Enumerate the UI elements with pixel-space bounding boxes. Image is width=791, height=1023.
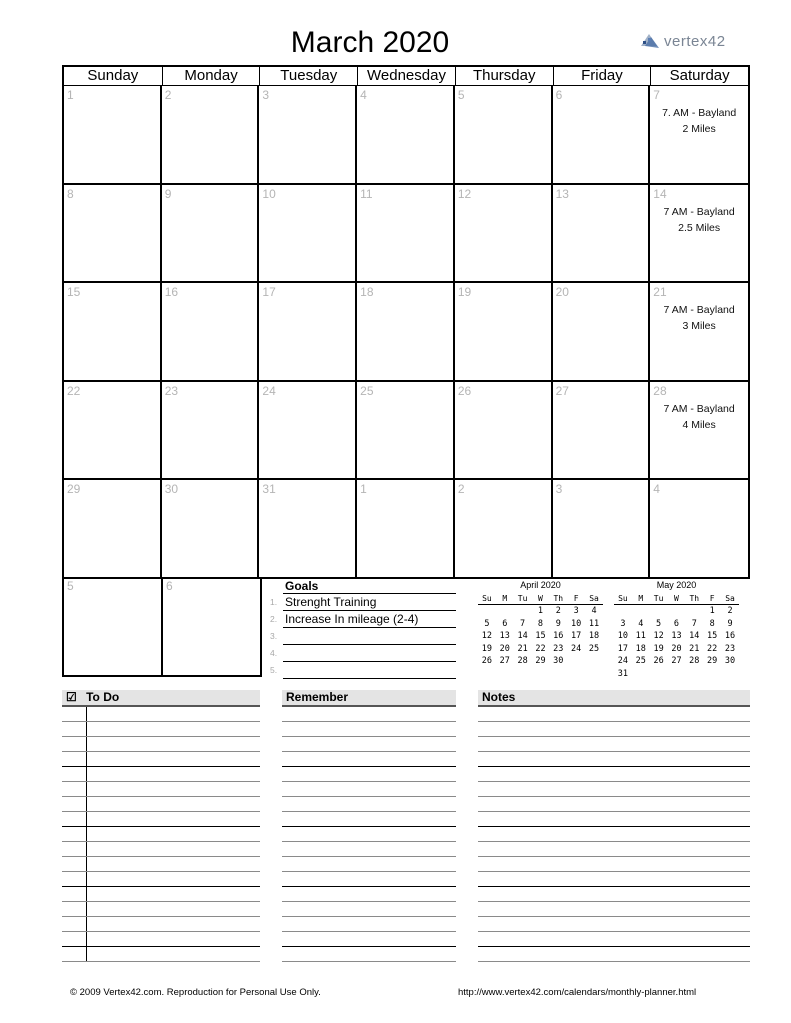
- event-note: [650, 105, 748, 137]
- day-cell[interactable]: [553, 382, 651, 481]
- mini-weekday-label: Sa: [721, 592, 739, 605]
- day-number: 29: [67, 482, 81, 496]
- writing-line[interactable]: [62, 902, 260, 917]
- writing-line[interactable]: [478, 707, 750, 722]
- checkbox-icon: ☑: [66, 690, 77, 704]
- mini-day: 24: [571, 643, 582, 654]
- checkbox-column-divider: [86, 767, 87, 781]
- writing-line[interactable]: [62, 797, 260, 812]
- day-cell[interactable]: [162, 185, 260, 284]
- day-cell[interactable]: [553, 185, 651, 284]
- mini-day: 9: [727, 618, 733, 629]
- event-line: 7 AM - Bayland: [663, 402, 735, 415]
- day-number: 7: [653, 88, 660, 102]
- mini-day: 4: [591, 606, 597, 617]
- day-number: 4: [653, 482, 660, 496]
- mini-day: 1: [537, 606, 544, 617]
- day-number: 9: [164, 186, 172, 201]
- checkbox-column-divider: [86, 827, 87, 841]
- writing-line[interactable]: [62, 737, 260, 752]
- day-cell[interactable]: [162, 382, 260, 481]
- mini-day: 26: [481, 656, 493, 667]
- day-cell[interactable]: [64, 185, 162, 284]
- mini-weekday-label: Tu: [514, 592, 532, 605]
- mini-weekday-label: F: [703, 592, 721, 605]
- mini-day: [567, 655, 585, 668]
- day-cell[interactable]: [357, 382, 455, 481]
- mini-day: 5: [656, 618, 662, 629]
- vertex42-logo-icon: [639, 32, 661, 50]
- writing-line[interactable]: [62, 887, 260, 902]
- writing-line[interactable]: [478, 947, 750, 962]
- mini-day: 13: [671, 631, 682, 642]
- mini-day: 30: [553, 656, 564, 667]
- writing-line[interactable]: [478, 752, 750, 767]
- day-cell[interactable]: [259, 86, 357, 185]
- mini-day: 10: [571, 618, 582, 629]
- mini-day: 24: [617, 656, 629, 667]
- checkbox-column-divider: [86, 782, 87, 796]
- weekday-label: Wednesday: [357, 67, 455, 85]
- mini-day: 20: [671, 643, 682, 654]
- day-cell[interactable]: [650, 185, 748, 284]
- page-title: March 2020: [290, 26, 450, 59]
- mini-day: [496, 605, 514, 618]
- mini-day: 31: [617, 668, 629, 679]
- goal-text: Strenght Training: [285, 595, 377, 609]
- mini-day: 28: [689, 656, 700, 667]
- mini-day: 17: [617, 643, 629, 654]
- goal-number: 3.: [270, 631, 278, 641]
- vertex42-logo: [639, 32, 726, 50]
- event-line: 2 Miles: [682, 123, 716, 135]
- source-url: http://www.vertex42.com/calendars/monthly-planner.html: [458, 987, 697, 998]
- checkbox-column-divider: [86, 797, 87, 811]
- mini-day: 21: [689, 643, 700, 654]
- day-cell[interactable]: [64, 480, 162, 579]
- day-number: 22: [67, 383, 81, 398]
- day-number: 15: [67, 285, 81, 299]
- mini-day: 10: [617, 631, 629, 642]
- mini-weekday-label: Su: [614, 592, 632, 605]
- day-number: 21: [653, 285, 667, 299]
- mini-day: 20: [499, 643, 510, 654]
- day-cell[interactable]: [650, 86, 748, 185]
- day-number: 18: [360, 285, 374, 299]
- mini-day: [703, 668, 721, 681]
- goal-number: 1.: [270, 597, 278, 607]
- day-number: 11: [360, 186, 373, 201]
- writing-line[interactable]: [282, 887, 456, 902]
- checkbox-column-divider: [86, 812, 87, 826]
- day-number: 27: [555, 383, 569, 398]
- mini-weekday-label: W: [668, 592, 686, 605]
- weekday-label: Thursday: [455, 67, 553, 85]
- mini-day: 7: [520, 618, 526, 629]
- goal-line[interactable]: [270, 645, 456, 662]
- mini-day: 14: [517, 631, 528, 642]
- mini-day: 12: [653, 631, 664, 642]
- writing-line[interactable]: [282, 797, 456, 812]
- day-number: 6: [166, 579, 173, 593]
- day-grid: [62, 86, 750, 579]
- writing-line[interactable]: [62, 812, 260, 827]
- mini-day: 16: [553, 631, 564, 642]
- mini-weekday-label: Sa: [585, 592, 603, 605]
- day-cell[interactable]: [357, 86, 455, 185]
- checkbox-column-divider: [86, 722, 87, 736]
- mini-day: 21: [517, 643, 528, 654]
- day-cell[interactable]: [259, 480, 357, 579]
- mini-day: [478, 605, 496, 618]
- day-number: 6: [555, 88, 563, 102]
- writing-line[interactable]: [282, 872, 456, 887]
- mini-weekday-label: W: [532, 592, 550, 605]
- day-number: 1: [360, 482, 367, 496]
- day-cell[interactable]: [64, 86, 162, 185]
- event-line: 7. AM - Bayland: [662, 107, 737, 119]
- day-cell[interactable]: [162, 86, 260, 185]
- mini-day: 15: [535, 631, 546, 642]
- mini-day: [514, 605, 532, 618]
- mini-day: [721, 668, 739, 681]
- mini-day: 12: [481, 631, 493, 642]
- event-note: [650, 204, 748, 236]
- writing-line[interactable]: [62, 767, 260, 782]
- copyright-text: © 2009 Vertex42.com. Reproduction for Personal Use Only.: [70, 987, 321, 998]
- checkbox-column-divider: [86, 842, 87, 856]
- mini-day: 14: [689, 631, 700, 642]
- mini-day: 23: [724, 643, 736, 654]
- checkbox-column-divider: [86, 872, 87, 886]
- mini-day: 28: [517, 656, 528, 667]
- writing-line[interactable]: [478, 767, 750, 782]
- writing-line[interactable]: [62, 932, 260, 947]
- day-number: 1: [67, 88, 74, 102]
- event-line: 3 Miles: [682, 320, 716, 332]
- day-cell[interactable]: [650, 480, 748, 579]
- month-calendar: [62, 65, 750, 579]
- mini-day: 6: [502, 618, 508, 629]
- day-number: 19: [457, 285, 472, 299]
- mini-day: 17: [571, 631, 582, 642]
- mini-day: 27: [499, 656, 510, 667]
- writing-line[interactable]: [282, 722, 456, 737]
- mini-day: 9: [555, 618, 561, 629]
- event-line: 4 Miles: [682, 418, 716, 431]
- day-cell[interactable]: [162, 480, 260, 579]
- mini-day: 3: [620, 618, 626, 629]
- writing-line[interactable]: [282, 827, 456, 842]
- weekday-header-row: [62, 65, 750, 86]
- remember-section: [282, 690, 456, 962]
- writing-line[interactable]: [282, 947, 456, 962]
- writing-line[interactable]: [62, 722, 260, 737]
- writing-line[interactable]: [282, 782, 456, 797]
- event-note: [650, 401, 748, 433]
- mini-day: 5: [484, 618, 490, 629]
- mini-day: 26: [653, 656, 664, 667]
- day-number: 3: [262, 88, 270, 102]
- writing-line[interactable]: [62, 707, 260, 722]
- day-cell[interactable]: [455, 86, 553, 185]
- day-number: 5: [67, 579, 74, 593]
- day-number: 30: [164, 482, 179, 496]
- day-number: 20: [555, 285, 569, 299]
- mini-day: 23: [553, 643, 564, 654]
- writing-line[interactable]: [478, 932, 750, 947]
- writing-line[interactable]: [478, 872, 750, 887]
- day-number: 4: [360, 88, 367, 102]
- writing-line[interactable]: [478, 797, 750, 812]
- weekday-label: Friday: [553, 67, 651, 85]
- goal-number: 4.: [270, 648, 278, 658]
- mini-day: 22: [707, 643, 718, 654]
- mini-calendar-title: April 2020: [520, 580, 561, 590]
- mini-day: [650, 668, 668, 681]
- writing-line[interactable]: [62, 827, 260, 842]
- day-number: 17: [262, 285, 276, 299]
- writing-line[interactable]: [282, 707, 456, 722]
- mini-calendar-april: [478, 580, 603, 668]
- mini-day: 27: [671, 656, 682, 667]
- day-cell[interactable]: [455, 185, 553, 284]
- day-number: 25: [360, 383, 374, 398]
- day-cell[interactable]: [553, 283, 651, 382]
- day-cell[interactable]: [162, 283, 260, 382]
- writing-line[interactable]: [478, 737, 750, 752]
- day-number: 28: [653, 383, 667, 398]
- goal-line[interactable]: [270, 593, 456, 611]
- writing-line[interactable]: [282, 932, 456, 947]
- day-number: 13: [555, 186, 569, 201]
- day-number: 3: [555, 482, 563, 496]
- mini-day: [685, 605, 703, 618]
- writing-line[interactable]: [282, 737, 456, 752]
- mini-day: [614, 605, 632, 618]
- day-cell[interactable]: [64, 577, 163, 675]
- day-number: 12: [457, 186, 472, 201]
- checkbox-column-divider: [86, 902, 87, 916]
- writing-line[interactable]: [62, 872, 260, 887]
- day-cell[interactable]: [455, 480, 553, 579]
- day-number: 2: [457, 482, 465, 496]
- mini-day: [685, 668, 703, 681]
- mini-day: 25: [635, 656, 646, 667]
- day-cell[interactable]: [163, 577, 262, 675]
- writing-line[interactable]: [478, 827, 750, 842]
- mini-day: 15: [707, 631, 718, 642]
- mini-weekday-label: Tu: [650, 592, 668, 605]
- goal-line[interactable]: [270, 628, 456, 645]
- mini-day: 19: [481, 643, 493, 654]
- writing-line[interactable]: [478, 857, 750, 872]
- checkbox-column-divider: [86, 947, 87, 961]
- mini-weekday-label: M: [496, 592, 514, 605]
- mini-weekday-label: F: [567, 592, 585, 605]
- checkbox-column-divider: [86, 887, 87, 901]
- weekday-label: Tuesday: [259, 67, 357, 85]
- mini-day: [668, 605, 686, 618]
- mini-day: 18: [635, 643, 646, 654]
- day-number: 23: [164, 383, 179, 398]
- weekday-label: Sunday: [87, 67, 139, 84]
- day-number: 16: [164, 285, 179, 299]
- goal-text: Increase In mileage (2-4): [285, 612, 419, 626]
- remember-header: Remember: [282, 690, 456, 707]
- mini-calendar-title: May 2020: [656, 580, 697, 590]
- mini-day: 25: [588, 643, 600, 654]
- todo-heading: To Do: [86, 690, 120, 704]
- mini-day: 4: [638, 618, 644, 629]
- notes-section: [478, 690, 750, 962]
- event-line: 7 AM - Bayland: [663, 304, 735, 316]
- writing-line[interactable]: [282, 917, 456, 932]
- checkbox-column-divider: [86, 752, 87, 766]
- mini-day: [668, 668, 686, 681]
- writing-line[interactable]: [478, 722, 750, 737]
- day-cell[interactable]: [650, 283, 748, 382]
- mini-day: 29: [707, 656, 718, 667]
- goal-number: 2.: [270, 614, 278, 624]
- mini-weekday-label: Th: [549, 592, 567, 605]
- day-number: 5: [457, 88, 465, 102]
- day-cell[interactable]: [553, 480, 651, 579]
- mini-day: 2: [727, 606, 733, 617]
- day-number: 10: [262, 186, 276, 201]
- todo-header: [62, 690, 260, 707]
- event-note: [650, 302, 748, 334]
- writing-line[interactable]: [478, 917, 750, 932]
- mini-day: [632, 668, 650, 681]
- event-line: 7 AM - Bayland: [663, 205, 735, 218]
- writing-line[interactable]: [282, 767, 456, 782]
- day-cell[interactable]: [64, 382, 162, 481]
- writing-line[interactable]: [478, 902, 750, 917]
- writing-line[interactable]: [478, 842, 750, 857]
- day-cell[interactable]: [553, 86, 651, 185]
- writing-line[interactable]: [282, 752, 456, 767]
- checkbox-column-divider: [86, 917, 87, 931]
- mini-day: 1: [709, 606, 715, 617]
- mini-weekday-label: Th: [685, 592, 703, 605]
- day-number: 31: [262, 482, 276, 496]
- checkbox-column-divider: [86, 707, 87, 721]
- day-cell[interactable]: [259, 185, 357, 284]
- day-number: 14: [653, 186, 667, 201]
- writing-line[interactable]: [282, 812, 456, 827]
- weekday-label: Monday: [162, 67, 260, 85]
- day-cell[interactable]: [259, 382, 357, 481]
- day-cell[interactable]: [357, 185, 455, 284]
- writing-line[interactable]: [282, 842, 456, 857]
- day-cell[interactable]: [357, 283, 455, 382]
- mini-day: 8: [537, 618, 544, 629]
- weekday-label: Saturday: [650, 67, 748, 85]
- day-cell[interactable]: [357, 480, 455, 579]
- checkbox-column-divider: [86, 857, 87, 871]
- mini-day: 16: [724, 631, 736, 642]
- writing-line[interactable]: [62, 857, 260, 872]
- goals-heading: Goals: [285, 579, 319, 593]
- mini-day: [650, 605, 668, 618]
- mini-day: 7: [691, 618, 697, 629]
- mini-day: 18: [588, 631, 600, 642]
- mini-day: 6: [673, 618, 680, 629]
- checkbox-column-divider: [86, 932, 87, 946]
- writing-line[interactable]: [282, 857, 456, 872]
- writing-line[interactable]: [282, 902, 456, 917]
- writing-line[interactable]: [62, 842, 260, 857]
- mini-day: 8: [709, 618, 715, 629]
- mini-day: [632, 605, 650, 618]
- writing-line[interactable]: [62, 752, 260, 767]
- day-cell[interactable]: [650, 382, 748, 481]
- day-cell[interactable]: [455, 382, 553, 481]
- writing-line[interactable]: [62, 782, 260, 797]
- goal-line[interactable]: [270, 611, 456, 628]
- goal-number: 5.: [270, 665, 278, 675]
- mini-day: 2: [555, 606, 561, 617]
- mini-calendar-may: [614, 580, 739, 680]
- mini-day: 19: [653, 643, 664, 654]
- writing-line[interactable]: [478, 782, 750, 797]
- todo-section: [62, 690, 260, 962]
- mini-day: 29: [535, 656, 546, 667]
- writing-line[interactable]: [62, 947, 260, 962]
- mini-day: 3: [573, 606, 579, 617]
- mini-day: 13: [499, 631, 510, 642]
- day-cell[interactable]: [455, 283, 553, 382]
- writing-line[interactable]: [478, 887, 750, 902]
- checkbox-column-divider: [86, 737, 87, 751]
- notes-header: Notes: [478, 690, 750, 707]
- extra-day-row: [62, 577, 262, 677]
- mini-day: [585, 655, 603, 668]
- day-cell[interactable]: [64, 283, 162, 382]
- vertex42-logo-text: vertex42: [664, 32, 726, 50]
- mini-day: 11: [588, 618, 600, 629]
- goal-line[interactable]: [270, 662, 456, 679]
- day-number: 2: [164, 88, 172, 102]
- mini-weekday-label: M: [632, 592, 650, 605]
- day-number: 24: [262, 383, 276, 398]
- mini-day: 30: [724, 656, 736, 667]
- mini-weekday-label: Su: [478, 592, 496, 605]
- day-number: 26: [457, 383, 472, 398]
- day-cell[interactable]: [259, 283, 357, 382]
- writing-line[interactable]: [478, 812, 750, 827]
- mini-day: 22: [535, 643, 546, 654]
- mini-day: 11: [635, 631, 646, 642]
- writing-line[interactable]: [62, 917, 260, 932]
- event-line: 2.5 Miles: [678, 221, 721, 234]
- goals-section: [270, 579, 456, 679]
- day-number: 8: [67, 186, 74, 201]
